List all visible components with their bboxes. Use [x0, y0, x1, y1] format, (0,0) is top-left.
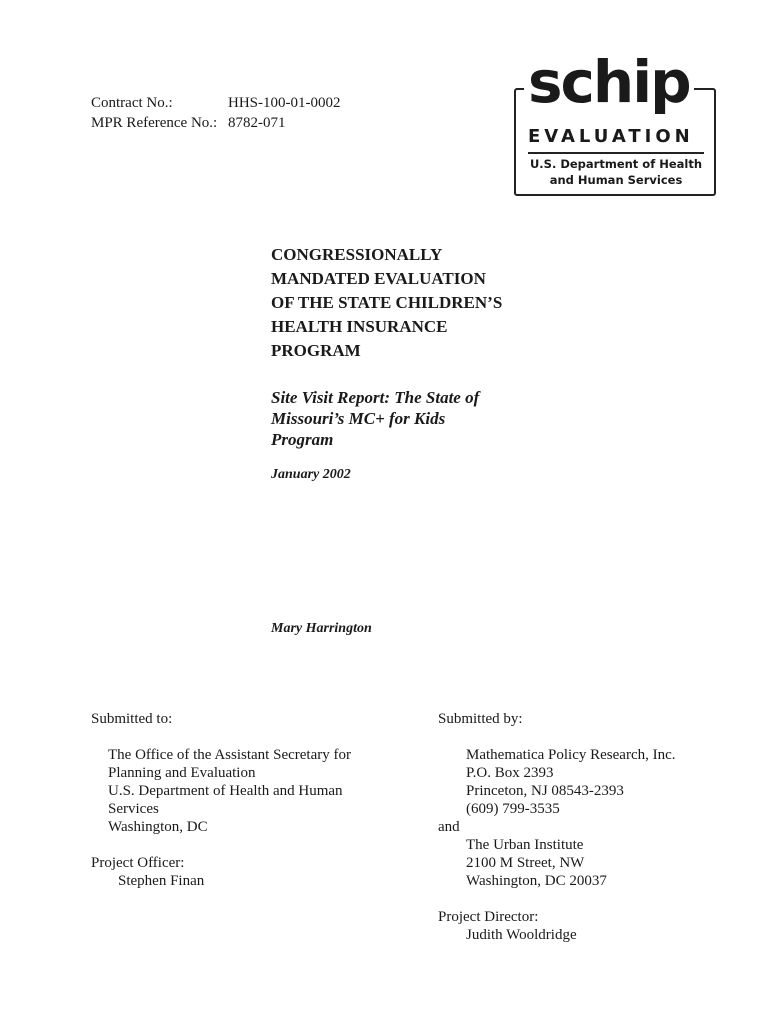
- project-officer-heading: Project Officer:: [91, 855, 185, 871]
- logo-dept-line2: and Human Services: [549, 173, 683, 187]
- logo-dept-line1: U.S. Department of Health: [529, 157, 703, 171]
- address-line: The Office of the Assistant Secretary for: [108, 747, 351, 763]
- logo-department: [528, 156, 704, 188]
- mpr-row: [91, 113, 341, 133]
- address-line: Services: [108, 801, 159, 817]
- project-director-name: Judith Wooldridge: [466, 927, 577, 943]
- logo-evaluation: EVALUATION: [528, 126, 694, 147]
- submitted-to-heading: Submitted to:: [91, 711, 173, 727]
- logo-wordmark: schip: [524, 42, 694, 122]
- subtitle-line: Site Visit Report: The State of: [271, 388, 480, 407]
- address-line: Planning and Evaluation: [108, 765, 256, 781]
- address-line: Mathematica Policy Research, Inc.: [466, 747, 676, 763]
- contract-value: HHS-100-01-0002: [228, 95, 341, 111]
- address-line: P.O. Box 2393: [466, 765, 554, 781]
- subtitle-line: Missouri’s MC+ for Kids: [271, 409, 446, 428]
- submitted-by-heading: Submitted by:: [438, 711, 523, 727]
- title-line: OF THE STATE CHILDREN’S: [271, 293, 503, 312]
- mpr-label: MPR Reference No.:: [91, 115, 218, 131]
- project-director-heading: Project Director:: [438, 909, 539, 925]
- submitted-by-block: [438, 710, 748, 944]
- contract-info: [91, 93, 341, 133]
- org2-address: [438, 836, 748, 890]
- address-line: U.S. Department of Health and Human: [108, 783, 343, 799]
- contract-label: Contract No.:: [91, 95, 173, 111]
- title-line: MANDATED EVALUATION: [271, 269, 486, 288]
- report-author: Mary Harrington: [271, 621, 372, 636]
- subtitle-line: Program: [271, 430, 334, 449]
- submitted-to-block: [91, 710, 411, 890]
- org1-address: [438, 746, 748, 818]
- title-line: CONGRESSIONALLY: [271, 245, 443, 264]
- title-line: HEALTH INSURANCE: [271, 317, 448, 336]
- report-title: [271, 243, 551, 363]
- address-line: Washington, DC 20037: [466, 873, 607, 889]
- address-line: (609) 799-3535: [466, 801, 560, 817]
- schip-evaluation-logo: [514, 46, 717, 198]
- contract-row: [91, 93, 341, 113]
- submitted-to-address: [91, 746, 411, 836]
- mpr-value: 8782-071: [228, 115, 286, 131]
- address-line: 2100 M Street, NW: [466, 855, 585, 871]
- address-line: Princeton, NJ 08543-2393: [466, 783, 624, 799]
- and-connector: and: [438, 819, 460, 835]
- report-date: January 2002: [271, 467, 351, 482]
- logo-divider: [528, 152, 704, 154]
- project-officer-name: Stephen Finan: [118, 873, 205, 889]
- report-subtitle: [271, 387, 531, 450]
- address-line: Washington, DC: [108, 819, 208, 835]
- title-line: PROGRAM: [271, 341, 361, 360]
- address-line: The Urban Institute: [466, 837, 584, 853]
